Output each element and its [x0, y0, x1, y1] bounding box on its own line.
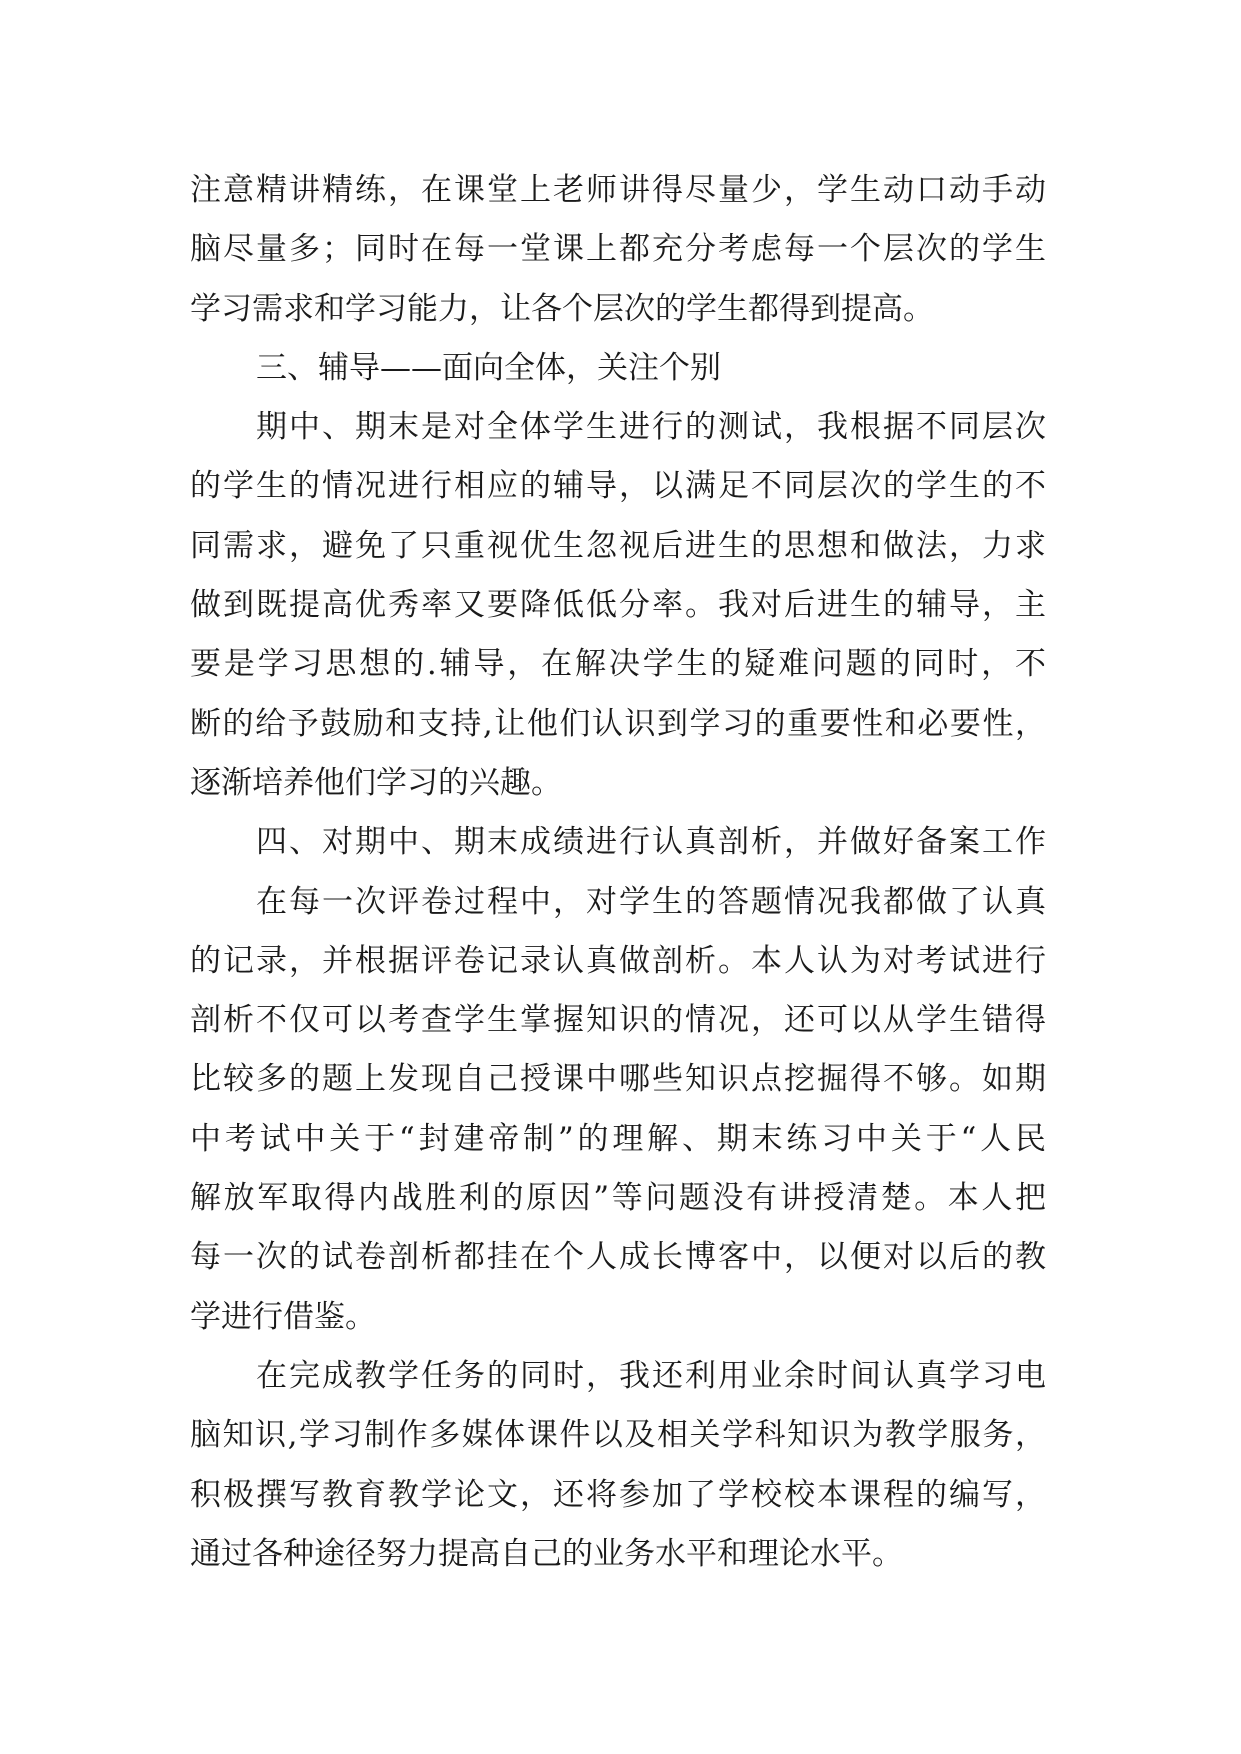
text-line: 每一次的试卷剖析都挂在个人成长博客中，以便对以后的教 [190, 1239, 1046, 1276]
text-line: 的学生的情况进行相应的辅导，以满足不同层次的学生的不 [190, 468, 1046, 505]
document-body [190, 161, 1046, 1584]
text-line: 的记录，并根据评卷记录认真做剖析。本人认为对考试进行 [190, 942, 1046, 979]
text-line: 比较多的题上发现自己授课中哪些知识点挖掘得不够。如期 [190, 1061, 1046, 1098]
text-line: 学习需求和学习能力，让各个层次的学生都得到提高。 [190, 290, 934, 327]
text-line: 逐渐培养他们学习的兴趣。 [190, 764, 562, 801]
text-line: 剖析不仅可以考查学生掌握知识的情况，还可以从学生错得 [190, 1002, 1046, 1039]
text-line: 做到既提高优秀率又要降低低分率。我对后进生的辅导，主 [190, 587, 1046, 624]
text-line: 期中、期末是对全体学生进行的测试，我根据不同层次 [256, 409, 1046, 446]
text-line: 在完成教学任务的同时，我还利用业余时间认真学习电 [256, 1357, 1046, 1394]
text-line: 积极撰写教育教学论文，还将参加了学校校本课程的编写， [190, 1476, 1046, 1513]
text-line: 解放军取得内战胜利的原因”等问题没有讲授清楚。本人把 [190, 1180, 1046, 1217]
text-line: 通过各种途径努力提高自己的业务水平和理论水平。 [190, 1535, 903, 1572]
text-line: 中考试中关于“封建帝制”的理解、期末练习中关于“人民 [190, 1120, 1046, 1157]
text-line: 断的给予鼓励和支持,让他们认识到学习的重要性和必要性， [190, 705, 1046, 742]
text-line: 脑知识,学习制作多媒体课件以及相关学科知识为教学服务， [190, 1417, 1046, 1454]
text-line: 在每一次评卷过程中，对学生的答题情况我都做了认真 [256, 883, 1046, 920]
section-heading: 三、辅导——面向全体，关注个别 [256, 349, 721, 386]
section-heading: 四、对期中、期末成绩进行认真剖析，并做好备案工作 [256, 824, 1046, 861]
text-line: 要是学习思想的.辅导，在解决学生的疑难问题的同时，不 [190, 646, 1046, 683]
text-line: 同需求，避免了只重视优生忽视后进生的思想和做法，力求 [190, 527, 1046, 564]
text-line: 学进行借鉴。 [190, 1298, 376, 1335]
text-line: 脑尽量多；同时在每一堂课上都充分考虑每一个层次的学生 [190, 231, 1046, 268]
text-line: 注意精讲精练，在课堂上老师讲得尽量少，学生动口动手动 [190, 172, 1046, 208]
